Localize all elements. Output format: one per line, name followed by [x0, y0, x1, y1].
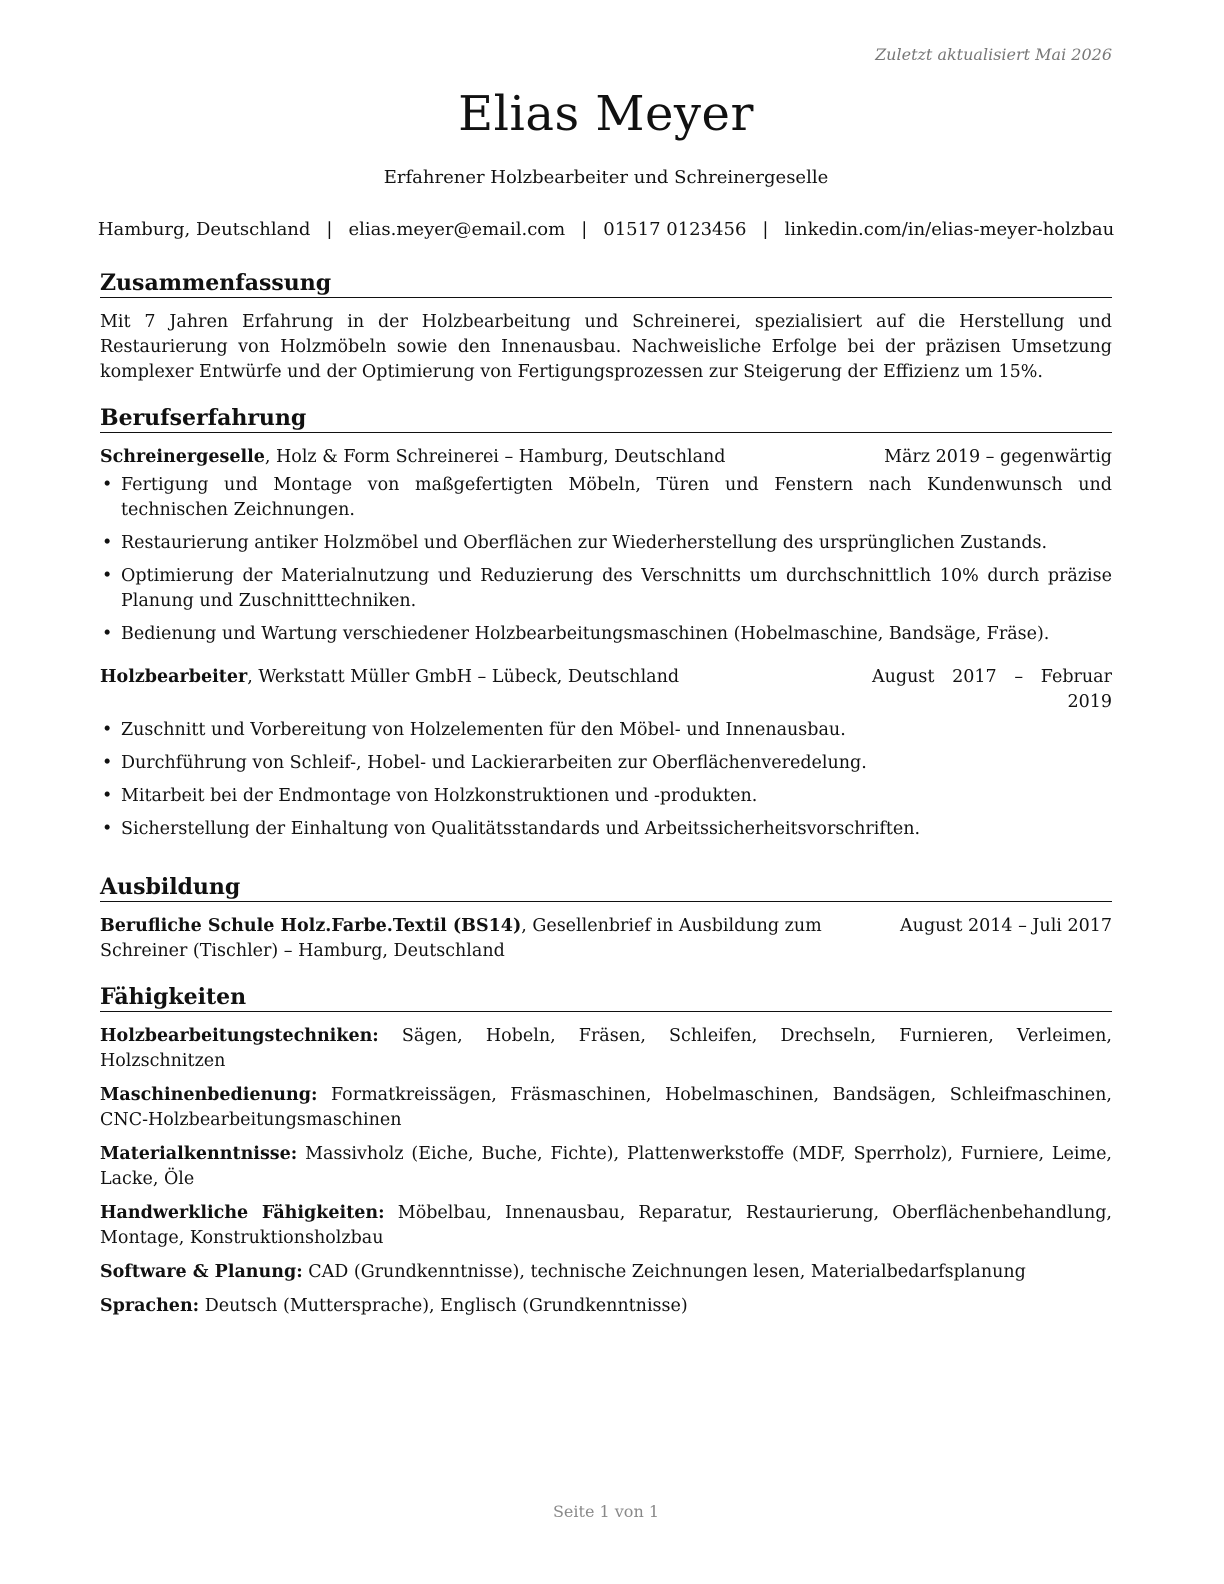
contact-linkedin[interactable]: linkedin.com/in/elias-meyer-holzbau: [784, 219, 1115, 240]
job-company: , Werkstatt Müller GmbH – Lübeck, Deutschland: [247, 667, 680, 687]
experience-section: [100, 405, 1112, 850]
skill-row: [100, 1083, 1112, 1133]
bullet-icon: •: [102, 786, 113, 806]
bullet-item: • Bedienung und Wartung verschiedener Holzbearbeitungsmaschinen (Hobelmaschine, Bandsäge, Fräse).: [100, 622, 1112, 647]
education-section: [100, 874, 1112, 964]
education-school: Berufliche Schule Holz.Farbe.Textil (BS14): [100, 916, 522, 936]
skill-label: Software & Planung:: [100, 1262, 303, 1282]
job-bullets: [100, 718, 1112, 842]
job-title-line: [100, 445, 884, 470]
section-title-summary: Zusammenfassung: [100, 270, 1112, 298]
summary-text: Mit 7 Jahren Erfahrung in der Holzbearbeitung und Schreinerei, spezialisiert auf die Herstellung und Restaurierung von Holzmöbeln sowie den Innenausbau. Nachweisliche Erfolge bei der präzisen Umsetzung komplexer Entwürfe und der Optimierung von Fertigungsprozessen zur Steigerung der Effizienz um 15%.: [100, 312, 1112, 382]
contact-separator: |: [581, 219, 588, 240]
tagline: Erfahrener Holzbearbeiter und Schreinergeselle: [383, 167, 829, 188]
education-detail: , Gesellenbrief in Ausbildung zum Schreiner (Tischler) – Hamburg, Deutschland: [100, 916, 822, 961]
summary-section: [100, 270, 1112, 385]
page-number: Seite 1 von 1: [552, 1502, 660, 1521]
candidate-name: Elias Meyer: [458, 86, 754, 142]
bullet-icon: •: [102, 533, 113, 553]
bullet-icon: •: [102, 720, 113, 740]
bullet-icon: •: [102, 566, 113, 586]
section-title-education: Ausbildung: [100, 874, 1112, 902]
skill-row: [100, 1201, 1112, 1251]
bullet-item: • Restaurierung antiker Holzmöbel und Oberflächen zur Wiederherstellung des ursprünglichen Zustands.: [100, 531, 1112, 556]
skills-section: [100, 984, 1112, 1328]
skill-value: Möbelbau, Innenausbau, Reparatur, Restaurierung, Oberflächenbehandlung, Montage, Konstruktionsholzbau: [100, 1203, 1112, 1248]
contact-email[interactable]: elias.meyer@email.com: [348, 219, 566, 240]
skill-value: Sägen, Hobeln, Fräsen, Schleifen, Drechseln, Furnieren, Verleimen, Holzschnitzen: [100, 1026, 1112, 1071]
bullet-item: • Sicherstellung der Einhaltung von Qualitätsstandards und Arbeitssicherheitsvorschriften.: [100, 817, 1112, 842]
contact-line: [80, 219, 1132, 240]
skill-label: Holzbearbeitungstechniken:: [100, 1026, 379, 1046]
job-bullets: [100, 473, 1112, 647]
bullet-icon: •: [102, 753, 113, 773]
contact-separator: |: [326, 219, 333, 240]
skill-row: [100, 1294, 1112, 1319]
skill-label: Handwerkliche Fähigkeiten:: [100, 1203, 385, 1223]
skill-label: Materialkenntnisse:: [100, 1144, 298, 1164]
job-entry: [100, 445, 1112, 647]
job-role: Holzbearbeiter: [100, 667, 248, 687]
bullet-item: • Fertigung und Montage von maßgefertigten Möbeln, Türen und Fenstern nach Kundenwunsch und technischen Zeichnungen.: [102, 475, 1112, 520]
contact-separator: |: [762, 219, 769, 240]
job-dates: März 2019 – gegenwärtig: [884, 447, 1112, 467]
skill-row: [100, 1024, 1112, 1074]
job-company: , Holz & Form Schreinerei – Hamburg, Deutschland: [264, 447, 726, 467]
skill-value: Formatkreissägen, Fräsmaschinen, Hobelmaschinen, Bandsägen, Schleifmaschinen, CNC-Holzbearbeitungsmaschinen: [100, 1085, 1112, 1130]
section-title-experience: Berufserfahrung: [100, 405, 1112, 433]
skill-row: [100, 1142, 1112, 1192]
education-text: [100, 914, 900, 964]
skill-label: Maschinenbedienung:: [100, 1085, 318, 1105]
bullet-icon: •: [102, 624, 113, 644]
skill-label: Sprachen:: [100, 1296, 200, 1316]
bullet-icon: •: [102, 475, 113, 495]
bullet-item: • Durchführung von Schleif-, Hobel- und Lackierarbeiten zur Oberflächenveredelung.: [100, 751, 1112, 776]
skill-row: [100, 1260, 1112, 1285]
job-header: [100, 445, 1112, 470]
bullet-item: • Mitarbeit bei der Endmontage von Holzkonstruktionen und -produkten.: [100, 784, 1112, 809]
job-role: Schreinergeselle: [100, 447, 265, 467]
bullet-item: • Optimierung der Materialnutzung und Reduzierung des Verschnitts um durchschnittlich 10% durch präzise Planung und Zuschnitttechniken.: [102, 566, 1112, 611]
skill-value: Massivholz (Eiche, Buche, Fichte), Plattenwerkstoffe (MDF, Sperrholz), Furniere, Leime, Lacke, Öle: [100, 1144, 1112, 1189]
last-updated: Zuletzt aktualisiert Mai 2026: [875, 45, 1112, 64]
skill-value: CAD (Grundkenntnisse), technische Zeichnungen lesen, Materialbedarfsplanung: [302, 1262, 1026, 1282]
section-title-skills: Fähigkeiten: [100, 984, 1112, 1012]
job-header: [100, 665, 1112, 715]
education-entry: [100, 914, 1112, 964]
bullet-icon: •: [102, 819, 113, 839]
job-title-line: [100, 665, 872, 715]
contact-phone[interactable]: 01517 0123456: [603, 219, 747, 240]
skill-value: Deutsch (Muttersprache), Englisch (Grundkenntnisse): [199, 1296, 688, 1316]
bullet-item: • Zuschnitt und Vorbereitung von Holzelementen für den Möbel- und Innenausbau.: [100, 718, 1112, 743]
job-entry: [100, 665, 1112, 842]
education-dates: August 2014 – Juli 2017: [900, 916, 1112, 936]
job-dates: August 2017 – Februar 2019: [872, 667, 1112, 712]
contact-location: Hamburg, Deutschland: [97, 219, 311, 240]
